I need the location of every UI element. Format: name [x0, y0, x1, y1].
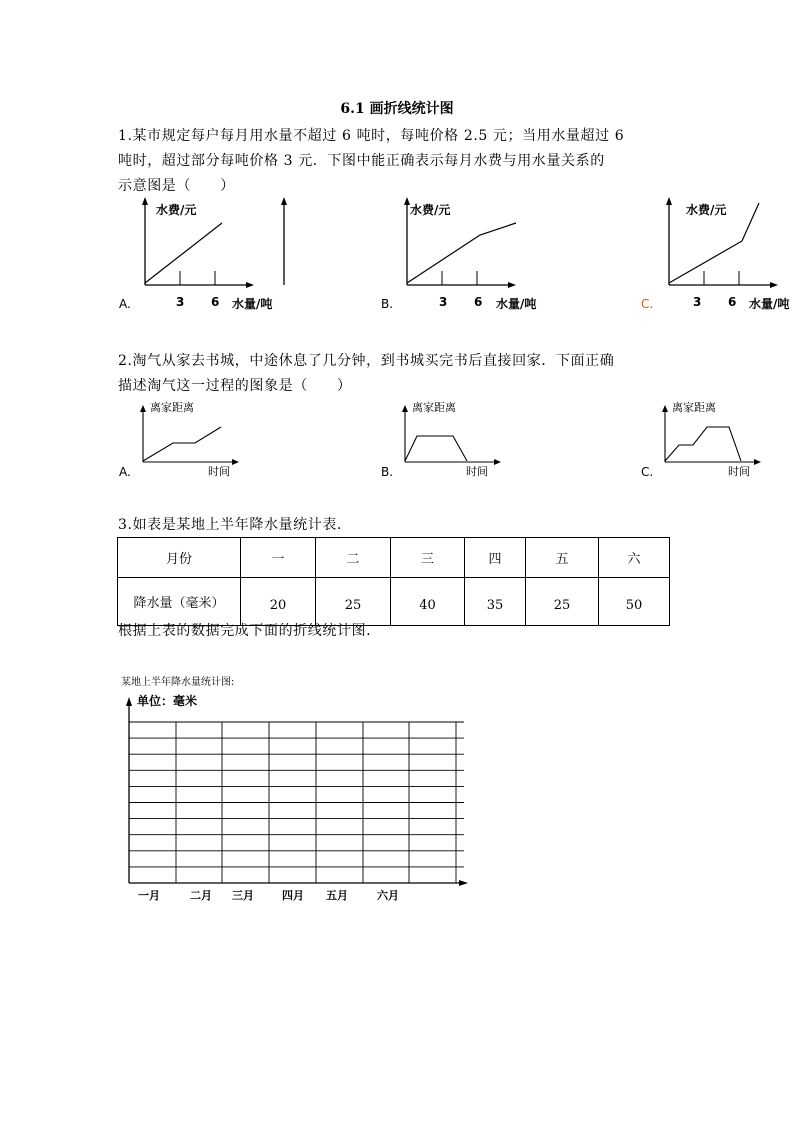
table-month-cell: 四 — [465, 538, 526, 578]
table-month-cell: 二 — [316, 538, 391, 578]
q1-a-y-label: 水费/元 — [156, 203, 197, 217]
table-month-cell: 六 — [599, 538, 670, 578]
q2-c-x-label: 时间 — [728, 465, 750, 478]
q2-b-y-label: 离家距离 — [412, 401, 456, 414]
q2-option-c: C. — [641, 465, 654, 479]
grid-chart-unit: 单位：毫米 — [137, 694, 198, 708]
x-label-month-3: 三月 — [232, 889, 254, 902]
q1-c-y-label: 水费/元 — [686, 203, 727, 217]
grid-chart-title: 某地上半年降水量统计图: — [121, 677, 235, 688]
q1-b-tick-3: 3 — [439, 295, 448, 309]
x-label-month-4: 四月 — [282, 889, 304, 902]
rainfall-table — [117, 537, 670, 626]
question-3-instruction: 根据上表的数据完成下面的折线统计图． — [118, 623, 381, 639]
question-2-line: 描述淘气这一过程的图象是（ ） — [118, 378, 352, 394]
q1-a-tick-3: 3 — [176, 295, 185, 309]
table-value-cell: 25 — [316, 578, 391, 626]
x-label-month-6: 六月 — [377, 889, 399, 902]
table-month-cell: 一 — [241, 538, 316, 578]
q1-c-x-label: 水量/吨 — [749, 297, 790, 311]
grid-lines — [129, 722, 464, 883]
q1-extra-axis — [280, 195, 290, 290]
q2-a-x-label: 时间 — [208, 465, 230, 478]
blank-line-chart-grid — [120, 695, 475, 890]
q1-b-x-label: 水量/吨 — [496, 297, 537, 311]
q1-c-tick-3: 3 — [693, 295, 702, 309]
q1-b-y-label: 水费/元 — [410, 203, 451, 217]
table-value-cell: 40 — [391, 578, 465, 626]
page-title: 6.1 画折线统计图 — [340, 101, 454, 117]
question-3-intro: 3.如表是某地上半年降水量统计表． — [118, 517, 352, 533]
q2-c-y-label: 离家距离 — [672, 401, 716, 414]
q1-option-b: B. — [381, 297, 394, 311]
table-value-cell: 50 — [599, 578, 670, 626]
question-2-text — [118, 349, 614, 399]
q1-option-c: C. — [641, 297, 654, 311]
q2-option-a: A. — [119, 465, 131, 479]
x-label-month-2: 二月 — [190, 889, 212, 902]
table-month-cell: 五 — [526, 538, 599, 578]
x-label-month-1: 一月 — [138, 889, 160, 902]
question-1-line: 1.某市规定每户每月用水量不超过 6 吨时，每吨价格 2.5 元；当用水量超过 6 — [118, 128, 625, 144]
question-1-line: 吨时，超过部分每吨价格 3 元．下图中能正确表示每月水费与用水量关系的 — [118, 153, 605, 169]
q1-a-tick-6: 6 — [211, 295, 220, 309]
table-header-label: 月份 — [118, 538, 241, 578]
table-row — [118, 538, 670, 578]
q1-b-tick-6: 6 — [474, 295, 483, 309]
question-1-text — [118, 124, 624, 199]
q1-option-a: A. — [119, 297, 131, 311]
table-value-cell: 20 — [241, 578, 316, 626]
question-1-line: 示意图是（ ） — [118, 178, 235, 194]
q1-c-tick-6: 6 — [728, 295, 737, 309]
table-row-label: 降水量（毫米） — [118, 578, 241, 626]
table-month-cell: 三 — [391, 538, 465, 578]
question-2-line: 2.淘气从家去书城，中途休息了几分钟，到书城买完书后直接回家．下面正确 — [118, 353, 615, 369]
table-value-cell: 35 — [465, 578, 526, 626]
q2-option-b: B. — [381, 465, 394, 479]
q2-a-y-label: 离家距离 — [150, 401, 194, 414]
q1-a-x-label: 水量/吨 — [232, 297, 273, 311]
x-label-month-5: 五月 — [326, 889, 348, 902]
q2-b-x-label: 时间 — [466, 465, 488, 478]
table-value-cell: 25 — [526, 578, 599, 626]
